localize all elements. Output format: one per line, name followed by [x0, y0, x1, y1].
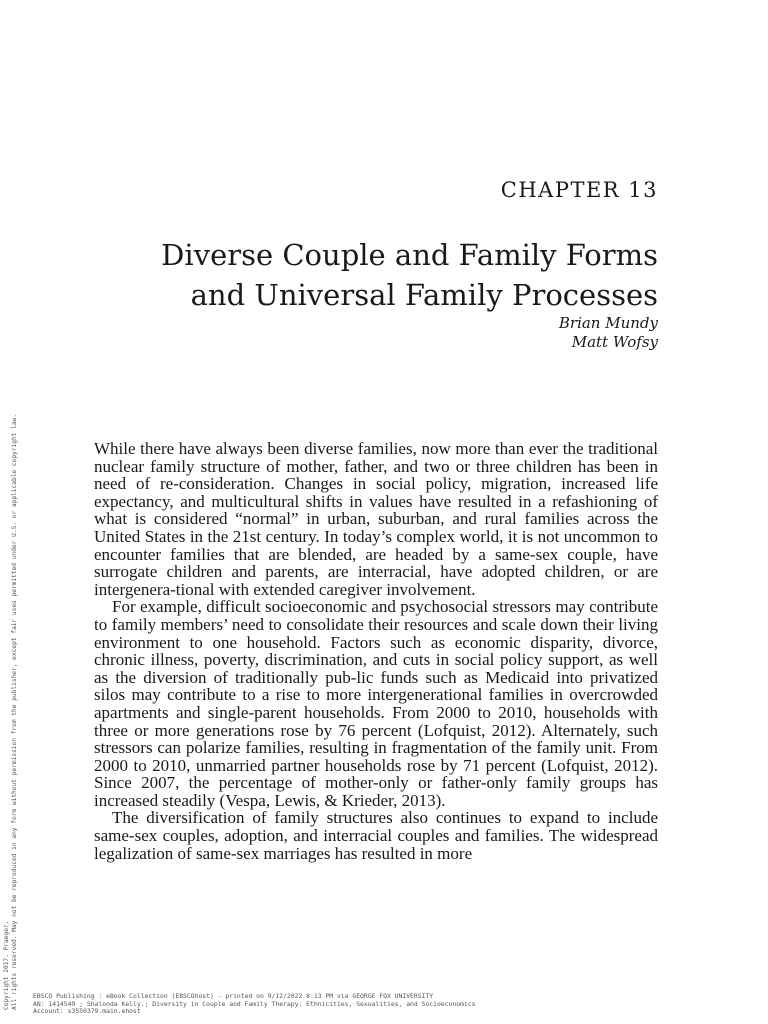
print-footer: [33, 993, 475, 1016]
copyright-rights-line: All rights reserved. May not be reproduced in any form without permission from the publisher, except fair uses permitted under U.S. or applicable copyright law.: [11, 413, 18, 1010]
footer-line-account: Account: s3550379.main.ehost: [33, 1007, 141, 1015]
footer-line-citation: AN: 1414549 ; Shalonda Kelly.; Diversity in Couple and Family Therapy: Ethnicities, Sexualities, and Socioeconomics: [33, 999, 476, 1008]
chapter-body: [94, 440, 658, 862]
chapter-label: CHAPTER 13: [500, 178, 658, 202]
footer-line-publisher: EBSCO Publishing : eBook Collection (EBSCOhost) - printed on 9/12/2022 8:13 PM via GEORGE FOX UNIVERSITY: [33, 992, 434, 1000]
author-name: Matt Wofsy: [571, 333, 658, 351]
body-paragraph: For example, difficult socioeconomic and psychosocial stressors may contribute to family members’ need to consolidate their resources and scale down their living environment to one household. Factors such as economic disparity, divorce, chronic illness, poverty, discrimination, and cuts in social policy support, as well as the diversion of traditionally pub-lic funds such as Medicaid into privatized silos may contribute to a rise to more intergenerational families in overcrowded apartments and single-parent households. From 2000 to 2010, households with three or more generations rose by 76 percent (Lofquist, 2012). Alternately, such stressors can polarize families, resulting in fragmentation of the family unit. From 2000 to 2010, unmarried partner households rose by 71 percent (Lofquist, 2012). Since 2007, the percentage of mother-only or father-only family groups has increased steadily (Vespa, Lewis, & Krieder, 2013).: [94, 597, 658, 810]
side-copyright-notice: [3, 414, 19, 1010]
body-paragraph: The diversification of family structures also continues to expand to include same-sex couples, adoption, and interracial couples and families. The widespread legalization of same-sex marriages has resulted in more: [94, 808, 658, 863]
author-name: Brian Mundy: [558, 314, 658, 332]
body-paragraph: While there have always been diverse families, now more than ever the traditional nuclear family structure of mother, father, and two or three children has been in need of re-consideration. Changes in social policy, migration, increased life expectancy, and multicultural shifts in values have resulted in a refashioning of what is considered “normal” in urban, suburban, and rural families across the United States in the 21st century. In today’s complex world, it is not uncommon to encounter families that are blended, are headed by a same-sex couple, have surrogate children and parents, are interracial, have adopted children, or are intergenera-tional with extended caregiver involvement.: [94, 439, 658, 599]
copyright-line: Copyright 2017. Praeger.: [3, 920, 10, 1010]
chapter-authors: [559, 314, 658, 352]
chapter-title-line-2: and Universal Family Processes: [190, 278, 658, 312]
chapter-title-line-1: Diverse Couple and Family Forms: [161, 238, 658, 272]
chapter-title: [58, 235, 658, 315]
